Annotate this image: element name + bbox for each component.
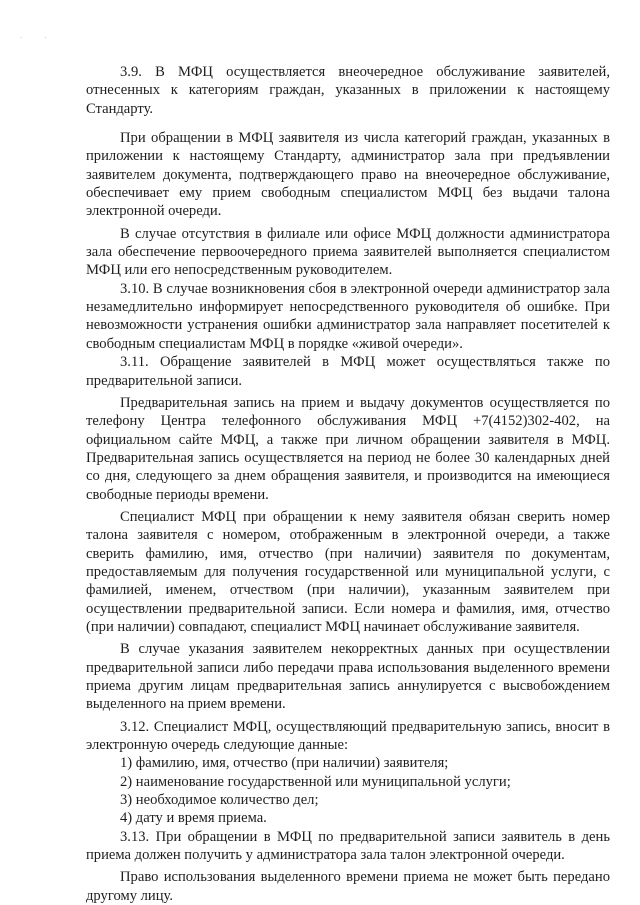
paragraph-3-10: 3.10. В случае возникновения сбоя в электронной очереди администратор зала незамедлительно информирует непосредственного руководителя об ошибке. При невозможности устранения ошибки администратор зала направляет посетителей к свободным специалистам МФЦ в порядке «живой очереди».: [86, 280, 610, 352]
paragraph-3-9: 3.9. В МФЦ осуществляется внеочередное обслуживание заявителей, отнесенных к категориям граждан, указанных в приложении к настоящему Стандарту.: [86, 64, 610, 117]
list-item-1: 1) фамилию, имя, отчество (при наличии) заявителя;: [120, 755, 449, 772]
paragraph-incorrect-data: В случае указания заявителем некорректных данных при осуществлении предварительной записи либо передачи права использования выделенного времени приема другим лицам предварительная запись аннулируется с высвобождением выделенного на прием времени.: [86, 641, 610, 713]
paragraph-3-12: 3.12. Специалист МФЦ, осуществляющий предварительную запись, вносит в электронную очередь следующие данные:: [86, 718, 610, 754]
list-item-2: 2) наименование государственной или муниципальной услуги;: [120, 773, 511, 790]
paragraph-no-administrator: В случае отсутствия в филиале или офисе МФЦ должности администратора зала обеспечение первоочередного приема заявителей выполняется специалистом МФЦ или его непосредственным руководителем.: [86, 225, 610, 279]
paragraph-priority-service: При обращении в МФЦ заявителя из числа категорий граждан, указанных в приложении к настоящему Стандарту, администратор зала при предъявлении заявителем документа, подтверждающего право на внеочередное обслуживание, обеспечивает ему прием свободным специалистом МФЦ без выдачи талона электронной очереди.: [86, 130, 610, 220]
paragraph-transfer-right: Право использования выделенного времени приема не может быть передано другому лицу.: [86, 869, 610, 904]
list-item-4: 4) дату и время приема.: [120, 810, 267, 827]
list-item-3: 3) необходимое количество дел;: [120, 792, 319, 809]
paragraph-specialist-check: Специалист МФЦ при обращении к нему заявителя обязан сверить номер талона заявителя с номером, отображенным в электронной очереди, а также сверить фамилию, имя, отчество (при наличии) заявителя по документам, предоставляемым для получения государственной или муниципальной услуги, с фамилией, именем, отчеством (при наличии), указанным заявителем при осуществлении предварительной записи. Если номера и фамилия, имя, отчество (при наличии) совпадают, специалист МФЦ начинает обслуживание заявителя.: [86, 508, 610, 635]
paragraph-3-11: 3.11. Обращение заявителей в МФЦ может осуществляться также по предварительной записи.: [86, 354, 610, 389]
document-page: [86, 63, 610, 905]
paragraph-pre-registration: Предварительная запись на прием и выдачу документов осуществляется по телефону Центра телефонного обслуживания МФЦ +7(4152)302-402, на официальном сайте МФЦ, а также при личном обращении заявителя в МФЦ. Предварительная запись осуществляется на период не более 30 календарных дней со дня, следующего за днем обращения заявителя, и производится на имеющиеся свободные периоды времени.: [86, 394, 610, 503]
paragraph-3-13: 3.13. При обращении в МФЦ по предварительной записи заявитель в день приема должен получить у администратора зала талон электронной очереди.: [86, 828, 610, 864]
scan-corner-mark: · ·: [20, 34, 57, 42]
